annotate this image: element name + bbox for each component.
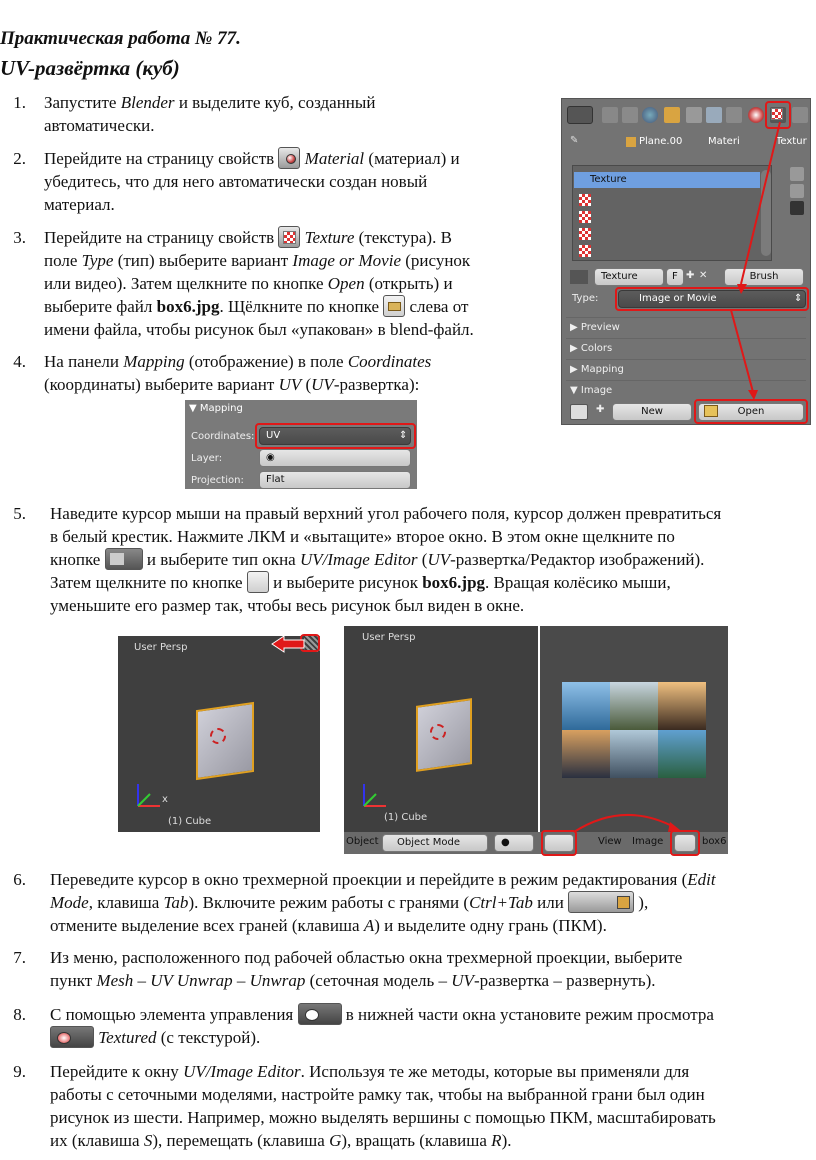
text: Перейдите к окну <box>50 1062 184 1081</box>
textured-mode-icon <box>50 1026 94 1048</box>
text: С помощью элемента управления <box>50 1005 298 1024</box>
text: UV/Image Editor <box>299 550 418 569</box>
drag-arrow <box>270 634 310 654</box>
bottom-arrow <box>560 806 690 834</box>
section-label: Mapping <box>580 364 624 375</box>
text: Mode <box>50 893 89 912</box>
projection-dropdown[interactable]: Flat <box>259 471 411 489</box>
text: и выберите тип окна <box>146 550 300 569</box>
photo-tile <box>562 730 610 778</box>
add-texture-icon[interactable]: ✚ <box>686 270 695 281</box>
step-number: 9. <box>13 1062 26 1081</box>
text: ) и выделите одну грань (ПКМ). <box>374 916 607 935</box>
object-label: (1) Cube <box>168 816 212 827</box>
page-title: Практическая работа № 77. <box>0 28 241 49</box>
viewport-shading-dropdown[interactable] <box>494 834 534 852</box>
viewport-header-bar <box>344 832 728 854</box>
text: A <box>363 916 375 935</box>
layer-field[interactable] <box>259 449 411 467</box>
texture-name-field[interactable]: Texture <box>594 268 664 286</box>
text: UV <box>427 550 451 569</box>
text: Наведите курсор мыши на правый верхний угол рабочего поля, курсор должен превратиться <box>50 504 722 523</box>
text: ). Включите режим работы с гранями ( <box>188 893 470 912</box>
triangle-down-icon: ▼ <box>189 403 200 414</box>
cube <box>196 702 254 780</box>
breadcrumb-texture[interactable]: Textur <box>776 136 807 147</box>
text: кнопке <box>50 550 105 569</box>
step-number: 2. <box>13 149 26 168</box>
3d-cursor-icon <box>210 728 226 744</box>
coordinates-dropdown[interactable]: UV <box>259 427 411 445</box>
image-menu[interactable]: Image <box>632 836 664 847</box>
new-image-button[interactable]: New <box>612 403 692 421</box>
text: Edit <box>687 870 716 889</box>
brush-button[interactable]: Brush <box>724 268 804 286</box>
text: Unwrap <box>249 971 306 990</box>
image-browse-icon <box>247 571 269 593</box>
text: . Используя те же методы, которые вы применяли для <box>300 1062 690 1081</box>
step-number: 4. <box>13 352 26 371</box>
section-label: Preview <box>580 322 620 333</box>
section-label: Image <box>580 385 613 396</box>
text: материал. <box>44 195 115 214</box>
text: – <box>133 971 151 990</box>
object-label: (1) Cube <box>384 812 428 823</box>
arrow-head <box>737 284 747 294</box>
object-menu[interactable]: Object <box>346 836 379 847</box>
text: box6.jpg <box>156 297 220 316</box>
open-image-button[interactable]: Open <box>698 403 804 421</box>
axis-gizmo <box>356 776 396 816</box>
text: Из меню, расположенного под рабочей областью окна трехмерной проекции, выберите <box>50 948 683 967</box>
text: , клавиша <box>88 893 164 912</box>
text: Запустите <box>44 93 121 112</box>
layer-label: Layer: <box>191 453 223 464</box>
text: слева от <box>405 297 469 316</box>
coordinates-highlight <box>255 423 416 449</box>
section-label: Colors <box>580 343 613 354</box>
text: Texture <box>304 228 355 247</box>
text: убедитесь, что для него автоматически создан новый <box>44 172 428 191</box>
breadcrumb-object[interactable]: Plane.00 <box>639 136 683 147</box>
text: (отображение) в поле <box>184 352 348 371</box>
text: (сеточная модель – <box>305 971 452 990</box>
image-name-field[interactable]: box6 <box>702 836 727 847</box>
text: ). <box>501 1131 512 1150</box>
text: и выделите куб, созданный <box>174 93 376 112</box>
triangle-down-icon: ▼ <box>570 385 581 396</box>
text: Ctrl+Tab <box>469 893 533 912</box>
text: (координаты) выберите вариант <box>44 375 279 394</box>
text: Material <box>304 149 365 168</box>
photo-tile <box>658 730 706 778</box>
unlink-texture-icon[interactable]: ✕ <box>699 270 708 281</box>
section-label: Mapping <box>199 403 243 414</box>
breadcrumb-material[interactable]: Materi <box>708 136 740 147</box>
text: UV <box>451 971 474 990</box>
text: (тип) выберите вариант <box>113 251 293 270</box>
text: отмените выделение всех граней (клавиша <box>50 916 364 935</box>
photo-tile <box>562 682 610 730</box>
text: ), вращать (клавиша <box>341 1131 492 1150</box>
text: – <box>232 971 250 990</box>
text: Перейдите на страницу свойств <box>44 149 279 168</box>
step-number: 8. <box>13 1005 26 1024</box>
step-number: 5. <box>13 504 26 523</box>
text: Mapping <box>123 352 185 371</box>
text: работы с сеточными моделями, настройте рамку так, чтобы на выбранной грани был один <box>50 1085 705 1104</box>
step-number: 6. <box>13 870 26 889</box>
photo-tile <box>610 730 658 778</box>
text: или видео). Затем щелкните по кнопке <box>44 274 328 293</box>
text: ), перемещать (клавиша <box>152 1131 330 1150</box>
mapping-panel <box>185 400 417 489</box>
editor-type-button-icon <box>105 548 143 570</box>
text: их (клавиша <box>50 1131 144 1150</box>
chevron-updown-icon: ⇕ <box>399 430 408 441</box>
photo-tile <box>610 682 658 730</box>
text: Tab <box>163 893 189 912</box>
text: ), <box>634 893 649 912</box>
arrow-type-to-open <box>731 310 753 392</box>
text: Затем щелкните по кнопке <box>50 573 247 592</box>
arrow-tab-to-type <box>741 122 780 284</box>
step-number: 7. <box>13 948 26 967</box>
view-menu[interactable]: View <box>598 836 622 847</box>
viewport-right[interactable] <box>344 626 538 832</box>
text: . Щёлкните по кнопке <box>219 297 384 316</box>
triangle-right-icon: ▶ <box>570 322 581 333</box>
text: (текстура). В <box>354 228 452 247</box>
text: имени файла, чтобы рисунок был «упакован» в blend-файл. <box>44 320 474 339</box>
projection-label: Projection: <box>191 475 244 486</box>
text: уменьшите его размер так, чтобы весь рисунок был виден в окне. <box>50 596 525 615</box>
viewport-title: User Persp <box>134 642 188 653</box>
text: Blender <box>120 93 175 112</box>
uv-layer-icon: ◉ <box>266 452 275 463</box>
viewport-left[interactable] <box>118 636 320 832</box>
text: (материал) и <box>364 149 460 168</box>
mode-dropdown[interactable]: Object Mode <box>382 834 488 852</box>
3d-cursor-icon <box>430 724 446 740</box>
text: UV <box>278 375 302 394</box>
text: UV <box>311 375 334 394</box>
text: Mesh <box>96 971 134 990</box>
text: рисунок из шести. Например, можно выделять вершины с помощью ПКМ, масштабировать <box>50 1108 716 1127</box>
image-preview <box>562 682 706 778</box>
text: выберите файл <box>44 297 157 316</box>
step-number: 3. <box>13 228 26 247</box>
text: в нижней части окна установите режим просмотра <box>345 1005 714 1024</box>
text: Image or Movie <box>292 251 401 270</box>
texture-icon <box>278 226 300 248</box>
text: Перейдите на страницу свойств <box>44 228 279 247</box>
text: R <box>491 1131 502 1150</box>
text: автоматически. <box>44 116 155 135</box>
text: box6.jpg <box>422 573 486 592</box>
page-subtitle: UV-развёртка (куб) <box>0 56 180 80</box>
photo-tile <box>658 682 706 730</box>
vertex-select-icon <box>568 891 634 913</box>
text: или <box>532 893 569 912</box>
text: Переведите курсор в окно трехмерной проекции и перейдите в режим редактирования ( <box>50 870 688 889</box>
text: (с текстурой). <box>156 1028 261 1047</box>
text: ( <box>301 375 312 394</box>
text: и выберите рисунок <box>273 573 423 592</box>
arrow-head <box>748 390 758 400</box>
mapping-header <box>189 403 243 414</box>
text: Textured <box>98 1028 157 1047</box>
text: поле <box>44 251 82 270</box>
text: в белый крестик. Нажмите ЛКМ и «вытащите» второе окно. В этом окне щелкните по <box>50 527 675 546</box>
step-number: 1. <box>13 93 26 112</box>
text: пункт <box>50 971 97 990</box>
annotation-arrows <box>561 98 811 418</box>
text: Coordinates <box>347 352 432 371</box>
text: Type <box>81 251 114 270</box>
circle-icon: ● <box>501 837 510 848</box>
viewport-title: User Persp <box>362 632 416 643</box>
text: (рисунок <box>401 251 471 270</box>
text: ( <box>417 550 428 569</box>
pack-icon <box>383 295 405 317</box>
text: -развертка – развернуть). <box>473 971 656 990</box>
chevron-updown-icon: ⇕ <box>794 293 803 304</box>
text: UV Unwrap <box>150 971 233 990</box>
pin-icon[interactable]: ✎ <box>570 135 579 146</box>
type-label: Type: <box>572 293 599 304</box>
material-icon <box>278 147 300 169</box>
shading-toggle-icon <box>298 1003 342 1025</box>
text: -развертка): <box>333 375 420 394</box>
triangle-right-icon: ▶ <box>570 343 581 354</box>
texture-slot-selected[interactable]: Texture <box>574 172 760 188</box>
triangle-right-icon: ▶ <box>570 364 581 375</box>
text: . Вращая колёсико мыши, <box>485 573 671 592</box>
text: -развертка/Редактор изображений). <box>450 550 705 569</box>
text: (открыть) и <box>364 274 453 293</box>
text: На панели <box>44 352 124 371</box>
fake-user-toggle[interactable]: F <box>666 268 684 286</box>
image-add-icon[interactable]: ✚ <box>596 404 605 415</box>
uv-image-editor[interactable] <box>540 626 728 832</box>
text: G <box>329 1131 342 1150</box>
text: S <box>143 1131 153 1150</box>
axis-x-label: x <box>162 794 168 805</box>
coordinates-label: Coordinates: <box>191 431 255 442</box>
type-dropdown[interactable]: Image or Movie <box>618 290 806 308</box>
text: UV/Image Editor <box>183 1062 301 1081</box>
text: Open <box>327 274 365 293</box>
